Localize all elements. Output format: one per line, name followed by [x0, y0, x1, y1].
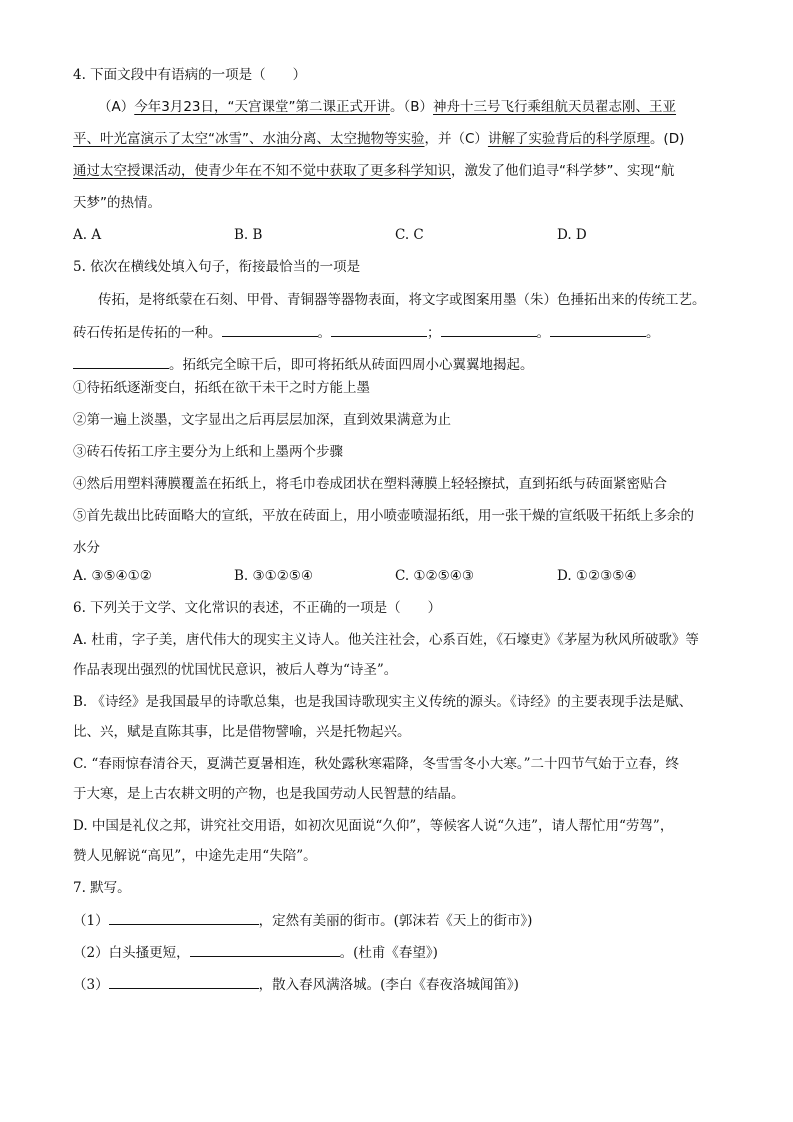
q7-item-2: （2）白头搔更短， 。(杜甫《春望》) — [73, 942, 438, 963]
q6-option-c-line-1[interactable]: C. “春雨惊春清谷天，夏满芒夏暑相连，秋处露秋寒霜降，冬雪雪冬小大寒。”二十四节气始于立春，终 — [73, 756, 679, 772]
q4-segment-b: 神舟十三号飞行乘组航天员翟志刚、王亚 — [433, 99, 677, 115]
q5-passage-line-3: 。拓纸完全晾干后，即可将拓纸从砖面四周小心翼翼地揭起。 — [73, 354, 534, 375]
q4-marker-c: ，并（C） — [424, 131, 488, 147]
q4-passage-line-1 — [98, 97, 676, 117]
q4-marker-d: 。(D) — [649, 131, 685, 147]
q4-segment-b-cont: 平、叶光富演示了太空“冰雪”、水油分离、太空抛物等实验 — [73, 131, 425, 147]
q5-option-a[interactable]: A. ③⑤④①② — [73, 568, 152, 584]
q4-passage-line-2 — [73, 129, 684, 149]
q5-item-4: ④然后用塑料薄膜覆盖在拓纸上，将毛巾卷成团状在塑料薄膜上轻轻擦拭，直到拓纸与砖面紧密贴合 — [73, 476, 667, 492]
q5-option-b[interactable]: B. ③①②⑤④ — [234, 568, 314, 584]
q4-option-a[interactable]: A. A — [73, 227, 102, 243]
q4-passage-line-3: 通过太空授课活动，使青少年在不知不觉中获取了更多科学知识，激发了他们追寻“科学梦”、实现“航 — [73, 163, 675, 179]
q5-blank-1[interactable] — [222, 322, 318, 337]
q7-item-3: （3） ，散入春风满洛城。(李白《春夜洛城闻笛》) — [73, 974, 519, 995]
q5-passage-line-1: 传拓，是将纸蒙在石刻、甲骨、青铜器等器物表面，将文字或图案用墨（朱）色捶拓出来的传统工艺。 — [98, 292, 706, 308]
q7-blank-2[interactable] — [190, 942, 340, 957]
q6-option-b-line-2: 比、兴，赋是直陈其事，比是借物譬喻，兴是托物起兴。 — [73, 724, 411, 740]
q5-stem: 5. 依次在横线处填入句子，衔接最恰当的一项是 — [73, 259, 361, 275]
q4-passage-line-4: 天梦”的热情。 — [73, 195, 161, 211]
q4-segment-d: 通过太空授课活动，使青少年在不知不觉中获取了更多科学知识 — [73, 163, 451, 179]
q4-segment-c: 讲解了实验背后的科学原理 — [487, 131, 650, 147]
q6-option-a-line-1[interactable]: A. 杜甫，字子美，唐代伟大的现实主义诗人。他关注社会，心系百姓，《石壕吏》《茅屋为秋风所破歌》等 — [73, 632, 699, 648]
q5-passage-line-2: 砖石传拓是传拓的一种。 。 ； 。 。 — [73, 322, 660, 343]
q5-item-3: ③砖石传拓工序主要分为上纸和上墨两个步骤 — [73, 444, 343, 460]
q5-item-1: ①待拓纸逐渐变白，拓纸在欲干未干之时方能上墨 — [73, 380, 370, 396]
q7-blank-1[interactable] — [109, 910, 259, 925]
q7-stem: 7. 默写。 — [73, 880, 131, 896]
q5-blank-2[interactable] — [331, 322, 427, 337]
q4-stem: 4. 下面文段中有语病的一项是（ ） — [73, 67, 307, 83]
q4-option-b[interactable]: B. B — [234, 227, 263, 243]
q6-stem: 6. 下列关于文学、文化常识的表述，不正确的一项是（ ） — [73, 600, 442, 616]
q6-option-c-line-2: 于大寒，是上古农耕文明的产物，也是我国劳动人民智慧的结晶。 — [73, 786, 465, 802]
q4-option-c[interactable]: C. C — [395, 227, 424, 243]
q7-blank-3[interactable] — [109, 974, 259, 989]
q5-item-5-cont: 水分 — [73, 540, 100, 556]
q4-segment-a: 今年3月23日，“天宫课堂”第二课正式开讲 — [134, 99, 391, 115]
q4-marker-a: （A） — [98, 99, 135, 115]
q6-option-d-line-1[interactable]: D. 中国是礼仪之邦，讲究社交用语，如初次见面说“久仰”，等候客人说“久违”，请人帮忙用“劳驾”， — [73, 818, 674, 834]
q7-item-1: （1） ，定然有美丽的街市。(郭沫若《天上的街市》) — [73, 910, 532, 931]
q6-option-a-line-2: 作品表现出强烈的忧国忧民意识，被后人尊为“诗圣”。 — [73, 662, 398, 678]
q4-option-d[interactable]: D. D — [557, 227, 587, 243]
q6-option-b-line-1[interactable]: B. 《诗经》是我国最早的诗歌总集，也是我国诗歌现实主义传统的源头。《诗经》的主要表现手法是赋、 — [73, 694, 693, 710]
q5-blank-3[interactable] — [441, 322, 537, 337]
q5-option-c[interactable]: C. ①②⑤④③ — [395, 568, 474, 584]
q6-option-d-line-2: 赞人见解说“高见”，中途先走用“失陪”。 — [73, 848, 317, 864]
q4-marker-b: 。（B） — [390, 99, 434, 115]
q5-blank-5[interactable] — [73, 354, 169, 369]
q5-item-5: ⑤首先裁出比砖面略大的宣纸，平放在砖面上，用小喷壶喷湿拓纸，用一张干燥的宣纸吸干拓纸上多余的 — [73, 508, 694, 524]
q5-option-d[interactable]: D. ①②③⑤④ — [557, 568, 637, 584]
q5-blank-4[interactable] — [550, 322, 646, 337]
q5-item-2: ②第一遍上淡墨，文字显出之后再层层加深，直到效果满意为止 — [73, 412, 451, 428]
